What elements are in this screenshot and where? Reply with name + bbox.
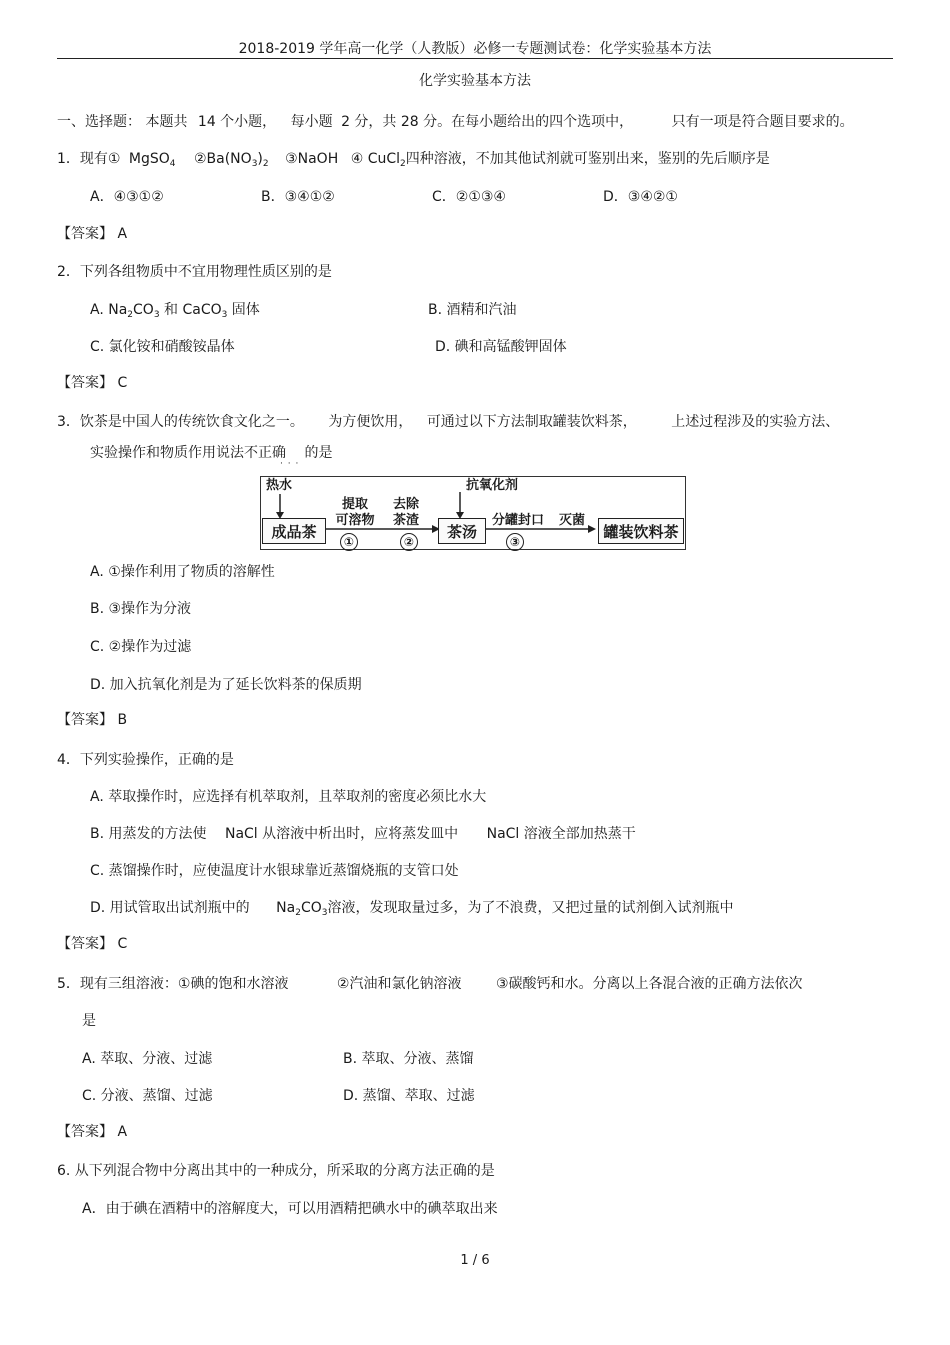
question-5-stem-line-2: 是 bbox=[82, 1013, 96, 1029]
question-3-stem-line-1: 3．饮茶是中国人的传统饮食文化之一。 为方便饮用， 可通过以下方法制取罐装饮料茶， 上述过程涉及的实验方法、 bbox=[57, 414, 840, 430]
question-3-answer: 【答案】 B bbox=[57, 712, 128, 728]
step-2-number: ② bbox=[400, 533, 418, 551]
question-4-option-d: D. 用试管取出试剂瓶中的 $Na_2CO_3$溶液，发现取量过多，为了不浪费，又把过量的试剂倒入试剂瓶中 bbox=[90, 900, 734, 918]
question-3-option-d: D. 加入抗氧化剂是为了延长饮料茶的保质期 bbox=[90, 677, 362, 693]
question-3-stem-line-2: 实验操作和物质作用说法不正确 的是 bbox=[90, 445, 333, 461]
question-3-option-c: C. ②操作为过滤 bbox=[90, 639, 192, 655]
question-5-stem-line-1: 5．现有三组溶液：①碘的饱和水溶液 ②汽油和氯化钠溶液 ③碳酸钙和水。分离以上各混合液的正确方法依次 bbox=[57, 976, 803, 992]
question-2-option-a: A. $Na_2CO_3$ 和 CaCO$_3$ 固体 bbox=[90, 302, 260, 320]
label-remove: 去除 bbox=[392, 497, 419, 512]
header-rule bbox=[57, 58, 893, 59]
question-1-option-d: D．③④②① bbox=[603, 189, 678, 205]
question-6-option-a: A．由于碘在酒精中的溶解度大，可以用酒精把碘水中的碘萃取出来 bbox=[82, 1201, 498, 1217]
question-2-answer: 【答案】 C bbox=[57, 375, 128, 391]
section-intro: 一、选择题： 本题共 14 个小题， 每小题 2 分，共 28 分。在每小题给出的四个选项中， 只有一项是符合题目要求的。 bbox=[57, 114, 854, 130]
question-2-stem: 2．下列各组物质中不宜用物理性质区别的是 bbox=[57, 264, 332, 280]
question-2-option-b: B. 酒精和汽油 bbox=[428, 302, 517, 318]
question-4-option-b: B. 用蒸发的方法使 NaCl 从溶液中析出时，应将蒸发皿中 NaCl 溶液全部加热蒸干 bbox=[90, 826, 636, 842]
question-5-option-a: A. 萃取、分液、过滤 bbox=[82, 1051, 213, 1067]
label-can-seal: 分罐封口 bbox=[491, 513, 544, 528]
question-1-option-c: C．②①③④ bbox=[432, 189, 506, 205]
question-4-stem: 4．下列实验操作，正确的是 bbox=[57, 752, 234, 768]
question-1-option-a: A．④③①② bbox=[90, 189, 164, 205]
box-finished-tea: 成品茶 bbox=[262, 518, 326, 544]
question-1-stem: 1．现有① MgSO$_4$ $②Ba(NO_3)_2$ ③NaOH ④ CuCl$_2$四种溶液，不加其他试剂就可鉴别出来，鉴别的先后顺序是 bbox=[57, 151, 770, 169]
question-2-option-c: C. 氯化铵和硝酸铵晶体 bbox=[90, 339, 235, 355]
running-header: 2018-2019 学年高一化学（人教版）必修一专题测试卷：化学实验基本方法 bbox=[238, 41, 712, 57]
question-3-option-a: A. ①操作利用了物质的溶解性 bbox=[90, 564, 275, 580]
emphasis-dots: · · · bbox=[280, 459, 300, 469]
step-3-number: ③ bbox=[506, 533, 524, 551]
box-canned-tea: 罐装饮料茶 bbox=[598, 518, 684, 544]
question-2-option-d: D. 碘和高锰酸钾固体 bbox=[435, 339, 567, 355]
question-5-option-d: D. 蒸馏、萃取、过滤 bbox=[343, 1088, 475, 1104]
question-4-option-c: C. 蒸馏操作时，应使温度计水银球靠近蒸馏烧瓶的支管口处 bbox=[90, 863, 459, 879]
document-title: 化学实验基本方法 bbox=[419, 73, 531, 89]
label-extract: 提取 bbox=[341, 497, 368, 512]
label-soluble: 可溶物 bbox=[335, 513, 375, 528]
question-3-option-b: B. ③操作为分液 bbox=[90, 601, 192, 617]
question-5-option-c: C. 分液、蒸馏、过滤 bbox=[82, 1088, 213, 1104]
question-5-option-b: B. 萃取、分液、蒸馏 bbox=[343, 1051, 474, 1067]
label-tea-residue: 茶渣 bbox=[392, 513, 419, 528]
tea-process-diagram bbox=[260, 476, 686, 550]
label-antioxidant: 抗氧化剂 bbox=[466, 478, 519, 493]
label-sterilize: 灭菌 bbox=[558, 513, 585, 528]
question-1-option-b: B．③④①② bbox=[261, 189, 335, 205]
question-4-option-a: A. 萃取操作时，应选择有机萃取剂，且萃取剂的密度必须比水大 bbox=[90, 789, 487, 805]
question-4-answer: 【答案】 C bbox=[57, 936, 128, 952]
question-6-stem: 6. 从下列混合物中分离出其中的一种成分，所采取的分离方法正确的是 bbox=[57, 1163, 495, 1179]
page-number: 1 / 6 bbox=[460, 1253, 490, 1268]
question-1-answer: 【答案】 A bbox=[57, 226, 128, 242]
box-tea-soup: 茶汤 bbox=[438, 518, 486, 544]
step-1-number: ① bbox=[340, 533, 358, 551]
question-5-answer: 【答案】 A bbox=[57, 1124, 128, 1140]
label-hot-water: 热水 bbox=[266, 478, 293, 493]
